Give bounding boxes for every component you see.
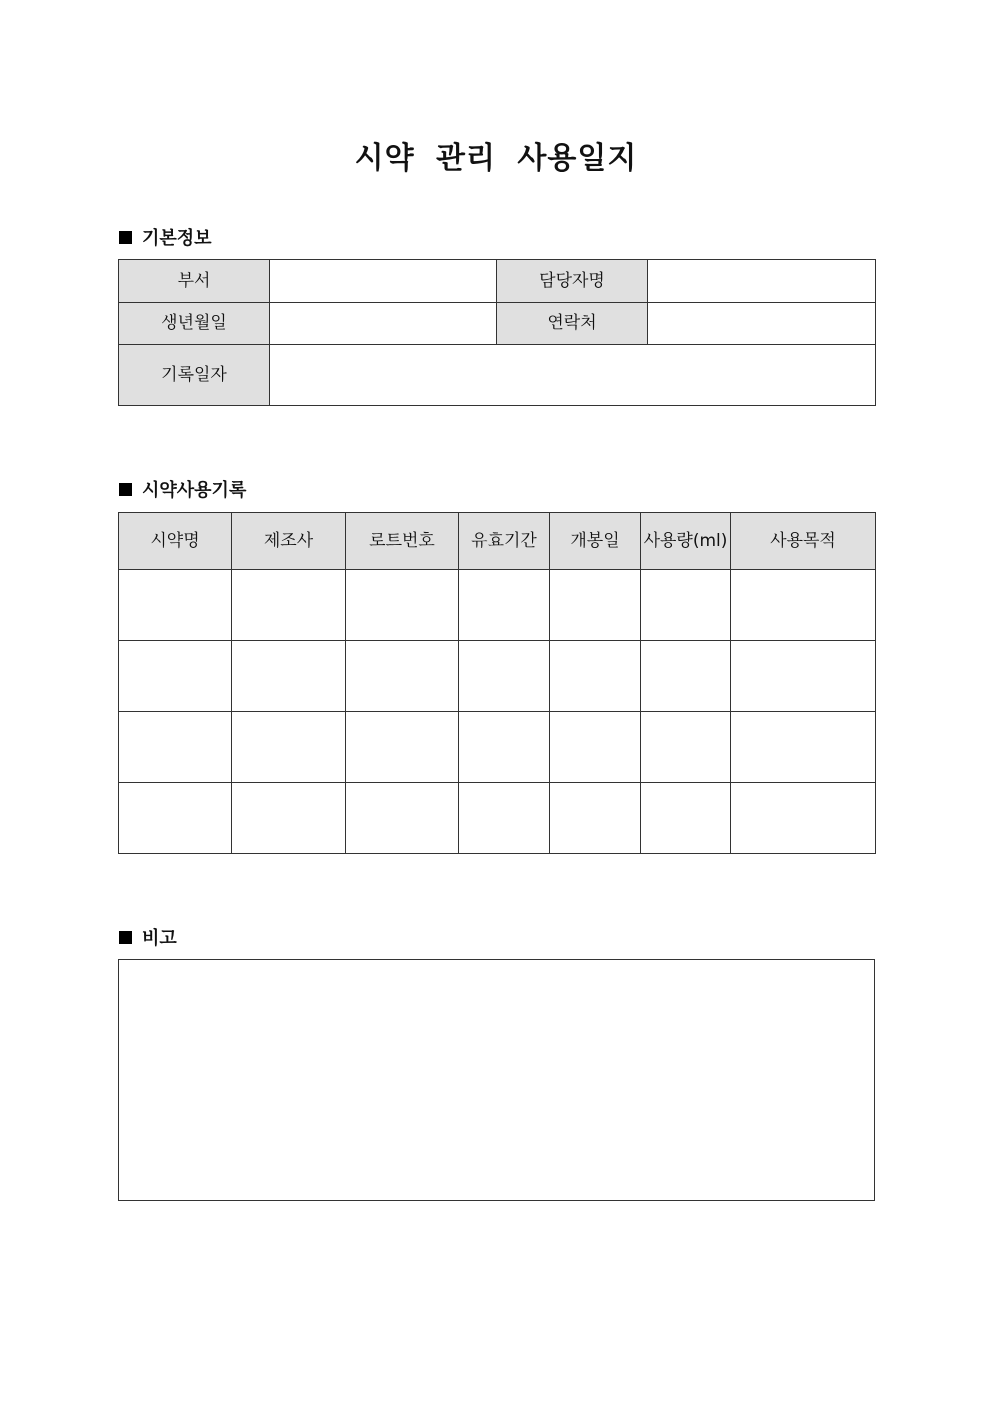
black-square-icon (119, 931, 132, 944)
department-label: 부서 (119, 260, 270, 303)
table-row (119, 570, 876, 641)
table-row (119, 641, 876, 712)
column-header-manufacturer: 제조사 (232, 513, 346, 570)
section-heading-usage-record (119, 476, 246, 502)
section-heading-label: 비고 (142, 928, 177, 949)
section-heading-basic-info (119, 224, 212, 250)
table-row (119, 712, 876, 783)
table-cell[interactable] (232, 641, 346, 712)
table-cell[interactable] (731, 712, 876, 783)
table-cell[interactable] (346, 783, 459, 854)
table-cell[interactable] (232, 783, 346, 854)
table-cell[interactable] (550, 570, 641, 641)
table-cell[interactable] (346, 712, 459, 783)
remarks-field[interactable] (118, 959, 875, 1201)
table-cell[interactable] (346, 570, 459, 641)
table-cell[interactable] (550, 641, 641, 712)
table-row (119, 783, 876, 854)
table-cell[interactable] (459, 570, 550, 641)
basic-info-table (118, 259, 876, 406)
black-square-icon (119, 483, 132, 496)
page-title: 시약 관리 사용일지 (354, 141, 638, 176)
birthdate-label: 생년월일 (119, 303, 270, 345)
table-cell[interactable] (641, 570, 731, 641)
table-cell[interactable] (641, 783, 731, 854)
contact-label: 연락처 (497, 303, 648, 345)
table-cell[interactable] (119, 783, 232, 854)
table-cell[interactable] (550, 712, 641, 783)
table-cell[interactable] (459, 783, 550, 854)
department-field[interactable] (270, 260, 497, 303)
table-cell[interactable] (119, 570, 232, 641)
table-cell[interactable] (731, 783, 876, 854)
column-header-reagent-name: 시약명 (119, 513, 232, 570)
section-heading-label: 기본정보 (142, 228, 212, 249)
black-square-icon (119, 231, 132, 244)
table-cell[interactable] (459, 712, 550, 783)
table-cell[interactable] (232, 570, 346, 641)
table-cell[interactable] (641, 641, 731, 712)
section-heading-remarks (119, 924, 177, 950)
record-date-field[interactable] (270, 345, 876, 406)
table-cell[interactable] (346, 641, 459, 712)
contact-field[interactable] (648, 303, 876, 345)
column-header-amount-used: 사용량(ml) (641, 513, 731, 570)
column-header-purpose: 사용목적 (731, 513, 876, 570)
table-cell[interactable] (119, 641, 232, 712)
table-cell[interactable] (232, 712, 346, 783)
column-header-expiry: 유효기간 (459, 513, 550, 570)
table-cell[interactable] (119, 712, 232, 783)
manager-label: 담당자명 (497, 260, 648, 303)
manager-field[interactable] (648, 260, 876, 303)
table-cell[interactable] (731, 570, 876, 641)
record-date-label: 기록일자 (119, 345, 270, 406)
usage-record-table (118, 512, 876, 854)
table-cell[interactable] (550, 783, 641, 854)
table-cell[interactable] (731, 641, 876, 712)
birthdate-field[interactable] (270, 303, 497, 345)
section-heading-label: 시약사용기록 (142, 480, 247, 501)
column-header-lot-number: 로트번호 (346, 513, 459, 570)
column-header-opened-date: 개봉일 (550, 513, 641, 570)
table-header-row (119, 513, 876, 570)
table-cell[interactable] (459, 641, 550, 712)
table-cell[interactable] (641, 712, 731, 783)
